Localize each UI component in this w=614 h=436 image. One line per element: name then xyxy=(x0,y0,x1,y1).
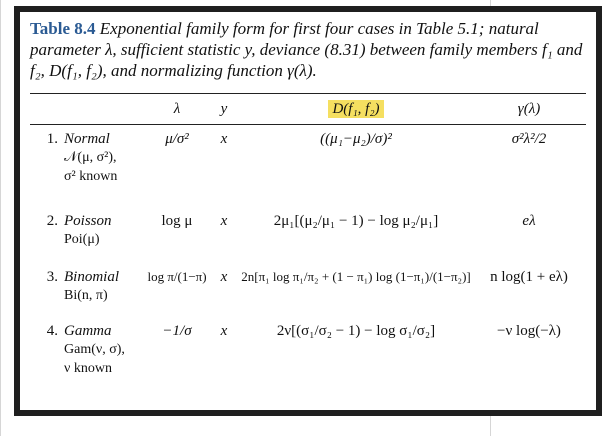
table-row xyxy=(30,125,586,207)
table-row xyxy=(30,317,586,379)
row-number: 3. xyxy=(46,269,58,285)
table-row xyxy=(30,263,586,317)
normalizing-function: σ²λ²/2 xyxy=(511,131,547,147)
deviance-formula: 2n[π₁ log π₁/π₂ + (1 − π₁) log (1−π₁)/(1−π₂)] xyxy=(241,269,471,284)
normalizing-function: −ν log(−λ) xyxy=(497,323,561,339)
deviance-header-highlight: D(f₁, f₂) xyxy=(328,100,383,118)
family-name: Binomial xyxy=(64,269,119,285)
row-number: 2. xyxy=(46,213,58,229)
deviance-formula: 2ν[(σ₁/σ₂ − 1) − log σ₁/σ₂] xyxy=(276,323,436,339)
caption-text: Exponential family form for first four cases in Table 5.1; natural parameter λ, sufficient statistic y, deviance (8.31) between family members f₁ and f₂, D(f₁, f₂), and normalizing function γ(λ). xyxy=(30,19,583,80)
family-note: ν known xyxy=(64,361,112,376)
family-dist: 𝒩(μ, σ²), xyxy=(64,150,117,165)
family-name: Poisson xyxy=(64,213,112,229)
sufficient-statistic: x xyxy=(220,213,228,229)
table-row xyxy=(30,207,586,263)
family-dist: Poi(μ) xyxy=(64,232,100,247)
deviance-formula: ((μ₁−μ₂)/σ)² xyxy=(320,131,392,147)
canvas-guide-line xyxy=(0,0,1,436)
family-dist: Bi(n, π) xyxy=(64,288,108,303)
row-number: 4. xyxy=(46,323,58,339)
family-name: Normal xyxy=(64,131,110,147)
sufficient-statistic: x xyxy=(220,323,228,339)
family-dist: Gam(ν, σ), xyxy=(64,342,125,357)
natural-parameter: log μ xyxy=(161,213,193,229)
natural-parameter: −1/σ xyxy=(162,323,192,339)
table-page xyxy=(20,12,596,410)
header-row xyxy=(30,94,586,124)
table-caption xyxy=(30,18,590,81)
natural-parameter: log π/(1−π) xyxy=(147,269,207,284)
sufficient-statistic: x xyxy=(220,269,228,285)
col-header-deviance xyxy=(240,94,472,124)
family-name: Gamma xyxy=(64,323,112,339)
normalizing-function: eλ xyxy=(522,213,536,229)
natural-parameter: μ/σ² xyxy=(165,131,189,147)
table-number: Table 8.4 xyxy=(30,19,96,38)
col-header-y: y xyxy=(220,100,228,117)
exponential-family-table xyxy=(30,94,586,379)
family-note: σ² known xyxy=(64,169,118,184)
sufficient-statistic: x xyxy=(220,131,228,147)
col-header-lambda: λ xyxy=(173,100,181,117)
table-frame xyxy=(14,6,602,416)
col-header-gamma: γ(λ) xyxy=(517,100,541,117)
row-number: 1. xyxy=(46,131,58,147)
normalizing-function: n log(1 + eλ) xyxy=(490,269,568,285)
deviance-formula: 2μ₁[(μ₂/μ₁ − 1) − log μ₂/μ₁] xyxy=(273,213,439,229)
